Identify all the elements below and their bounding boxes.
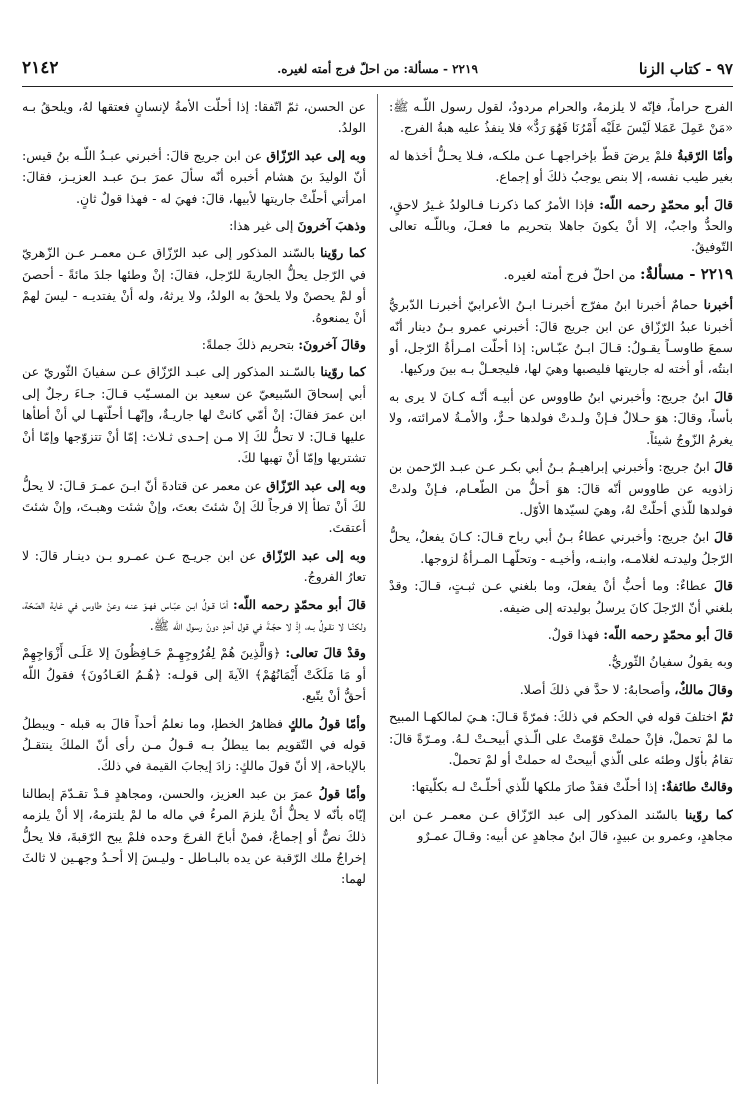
paragraph-text: فهذا قولٌ.	[547, 626, 604, 642]
paragraph	[22, 334, 366, 355]
paragraph-text: عن معمر عن قتادةَ أنّ ابـنَ عمـرَ قـالَ: لا يحلُّ لكَ أنْ تطأ إلا فرجاً لكَ إنْ شئتَ بعتَ، وإنْ شئت وهبـتَ، وإنْ شئتَ أعتقتَ.	[22, 477, 366, 536]
paragraph-lead: وأمّا قولُ	[318, 785, 366, 801]
paragraph-text: ابنُ جريج: وأخبرني ابنُ طاووس عن أبيـه أنّـه كـانَ لا يرى به بأساً، وقالَ: هوَ حـلالٌ فـإنْ ولـدتْ فولدها حـرٌّ، والأمـةُ لامرائته، ولا يغرمُ الزّوجُ شيئاً.	[389, 388, 733, 447]
paragraph-text: من احلّ فرج أمته لغيره.	[503, 267, 640, 283]
paragraph-text: عن ابن جريـج عـن عمـرو بـن دينـار قالَ: لا تعارُ الفروجُ.	[22, 547, 366, 585]
paragraph-lead: وبه إلى عبد الرّزّاق	[266, 477, 366, 493]
paragraph-text: إلى غير هذا:	[229, 218, 298, 234]
paragraph-lead: أخبرنا	[703, 297, 733, 313]
paragraph-lead: قالَ	[713, 459, 733, 475]
paragraph-lead: كما روّينا	[320, 364, 366, 380]
paragraph-lead: قالَ أبو محمّدٍ رحمه اللّه:	[233, 596, 366, 612]
paragraph-text: عن الحسن، ثمّ اتّفقا: إذا أحلّت الأمةُ لإنسانٍ فعتقها لهُ، ويلحقُ بـه الولدُ.	[22, 99, 366, 136]
paragraph	[389, 96, 733, 139]
paragraph-text: الفرج حراماً، فإنّه لا يلزمهُ، والحرام مردودٌ، لقول رسول اللّـه ﷺ: «مَنْ عَمِلَ عَمَلا لَيْسَ عَلَيْه أَمْرُنَا فَهُوَ رَدٌّ» فلا ينفذُ عليه هبةُ الفرج.	[389, 99, 733, 136]
paragraph-lead: قالَ أبو محمّدٍ رحمه اللّه:	[599, 196, 733, 212]
paragraph-lead: وبه إلى عبد الرّزّاق	[266, 147, 366, 163]
paragraph-text: إذا أحلّتْ فقدْ صارَ ملكها للّذي أحلّـتْ لـه بكلّيتها:	[411, 779, 662, 795]
paragraph-text: وأصحابهُ: لا حدَّ في ذلكَ أصلا.	[519, 681, 675, 697]
paragraph	[22, 594, 366, 637]
paragraph-lead: وقالتْ طائفةٌ:	[661, 779, 733, 795]
paragraph-text: حمامٌ أخبرنا ابنُ مفرّج أخبرنـا ابـنُ الأعرابيّ أخبرنـا الدّبريُّ أخبرنا عبدُ الرّزّاق عن ابن جريج قالَ: أخبرني عمرو بـنُ دينار أنّه سمعَ طاوسـاً يقـولُ: قـالَ ابـنُ عبّـاس: إذا أحلّت امـرأةُ الرّجل، أو ابنتُه، أو أخته له جاريتها فليصبها وهيَ لها، فليجعـلْ بـه بينَ وركيها.	[389, 297, 733, 377]
paragraph	[389, 624, 733, 645]
paragraph-lead: كما روّينا	[684, 806, 733, 822]
paragraph-text: وبه يقولُ سفيانُ الثّوريُّ.	[607, 654, 733, 670]
header-rule	[22, 86, 733, 87]
paragraph-text: عن ابن جريج قالَ: أخبرني عبـدُ اللّـه بنُ قيس: أنّ الوليدَ بنَ هشام أخبره أنّه سألَ عمرَ بـنَ عبـد العزيـز، فقالَ: امرأتي أحلّتْ جاريتها لأبيها، قالَ: فهيَ له - فهذا قولٌ ثانٍ.	[22, 147, 366, 206]
paragraph-text: بالسّند المذكور إلى عبد الرّزّاق عـن معمـر عـن ابن مجاهدٍ، وعمرو بن عبيدٍ، قالَ ابنُ مجاهدٍ عن أبيه: وقـالَ عمـرٌو	[389, 806, 733, 844]
paragraph	[389, 526, 733, 569]
paragraph-text: فلمْ يرضَ قطّ بإخراجهـا عـن ملكـه، فـلا يحـلُّ أخذها له بغير طيب نفسه، إلا بنص يوجبُ ذلكَ أو إجماع.	[389, 147, 733, 185]
paragraph-text: اختلفَ قوله في الحكم في ذلكَ: فمرّةً قـالَ: هـيَ لمالكهـا المبيح ما لمْ تحملْ، فإنْ حملتْ قوّمتْ على الّـذي أبيحـتْ لـهُ. ومـرّةً قالَ: تقامُ بأوّل وطئه على الّذي أبيحتْ له حملتْ أو لمْ تحملْ.	[389, 709, 733, 767]
running-header	[22, 58, 733, 84]
column-divider	[377, 94, 378, 1084]
paragraph-lead: ثمّ	[721, 709, 733, 725]
paragraph	[389, 804, 733, 847]
paragraph-lead: قالَ أبو محمّدٍ رحمه اللّه:	[603, 626, 733, 642]
paragraph-text: عطاءٌ: وما أحبُّ أنْ يفعلَ، وما بلغني عـن ثبـتٍ، قـالَ: وقدْ بلغني أنّ الرّجلَ كانَ يرسلُ بوليدته إلى ضيفه.	[389, 578, 733, 615]
paragraph	[22, 783, 366, 890]
running-title: ٢٢١٩ - مسألة: من احلّ فرج أمته لغيره.	[277, 62, 478, 76]
paragraph	[22, 361, 366, 468]
paragraph-text: ابنُ جريج: وأخبرني إبراهيـمُ بـنُ أبي بكـر عـن عبـد الرّحمن بن زاذويه عن طاووس أنّه قالَ: هوَ أحلُّ من الطّعـام، فـإنْ ولدتْ فولدها للّذي أحلّتْ لهُ، وهيَ لسيّدها الأوّل.	[389, 459, 733, 517]
paragraph	[22, 475, 366, 539]
paragraph-lead: وقالَ آخرونَ:	[298, 337, 366, 353]
paragraph-text: فظاهرُ الخطإ، وما نعلمُ أحداً قالَ به قبله - ويبطلُ قوله في التّقويم بما يبطلُ بـه قـولُ مـن رأى أنّ الملكَ ينتقـلُ بالإباحة، إلا أنّ قولَ مالكٍ: زادَ إيجابَ القيمة في ذلكَ.	[22, 715, 366, 774]
paragraph	[389, 651, 733, 672]
paragraph	[389, 386, 733, 450]
paragraph	[22, 215, 366, 236]
issue-heading	[389, 264, 733, 286]
right-column	[389, 96, 733, 1091]
paragraph-lead: قالَ	[713, 388, 733, 404]
paragraph-text: بالسّـند المذكور إلى عبـد الرّزّاق عـن سفيانَ الثّوريّ عن أبي إسحاقَ السّبيعيّ عن سعيد بن المسـيّب قـالَ: جـاءَ رجلٌ إلى ابن عمرَ فقالَ: إنْ أمّي كانتْ لها جاريـةٌ، وإنّهـا أحلّتهـا لي أنْ أطأها عليها قـالَ: لا تحلُّ لكَ إلا مـن إحـدى ثـلاث: إمّا أنْ تتزوّجها وإمّا أنْ تشتريها وإمّا أنْ تهبها لكَ.	[22, 364, 366, 466]
paragraph-lead: وبه إلى عبد الرّزّاق	[262, 547, 366, 563]
paragraph-lead: وقدْ قالَ تعالى:	[285, 645, 366, 661]
book-title: ٩٧ - كتاب الزنا	[638, 60, 733, 78]
paragraph	[22, 145, 366, 209]
paragraph	[389, 706, 733, 770]
paragraph	[22, 242, 366, 328]
paragraph-lead: قالَ	[713, 578, 733, 594]
paragraph	[389, 456, 733, 520]
paragraph-lead: وأمّا قولُ مالكٍ	[288, 715, 366, 731]
paragraph	[389, 294, 733, 380]
paragraph-lead: قالَ	[713, 529, 733, 545]
paragraph	[22, 642, 366, 706]
paragraph-lead: ٢٢١٩ - مسألةٌ:	[639, 264, 733, 283]
paragraph	[389, 194, 733, 258]
paragraph-text: بتحريم ذلكَ جملةً:	[201, 337, 299, 353]
paragraph-lead: وقالَ مالكٌ،	[674, 681, 733, 697]
paragraph	[22, 713, 366, 777]
paragraph	[389, 679, 733, 700]
paragraph	[22, 96, 366, 139]
paragraph-lead: وذهبَ آخرونَ	[297, 218, 366, 234]
paragraph-text: عمرَ بن عبد العزيز، والحسن، ومجاهدٍ قـدْ تقـدّمَ إبطالنا إيّاه بأنّه لا يحلُّ أنْ يلزمَ المرءُ في ماله ما لمْ يلتزمهُ، إلا أنْ يلزمه ذلكَ نصٌّ أو إجماعٌ، فمنْ أباحَ الفرجَ وحده فلمْ يبح الرّقبةَ، فلا يحلُّ إخراجُ ملك الرّقبة عن يده بالبـاطل - وليـسَ إلا أحـدُ وجهـين لا ثالثَ لهما:	[22, 785, 366, 887]
paragraph-text: ﴿وَالَّذِينَ هُمْ لِفُرُوجِهِـمْ حَـافِظُونَ إلا عَلَـى أَزْوَاجِهِمْ أو مَا مَلَكَتْ أَيْمَانُهُمْ﴾ الآيةَ إلى قولـه: ﴿هُـمُ العَـادُونَ﴾ فقولُ اللّه أحقُّ أنْ يتّبع.	[22, 645, 366, 704]
paragraph-lead: كما روّينا	[320, 245, 366, 261]
paragraph	[389, 776, 733, 797]
left-column	[22, 96, 366, 1091]
paragraph	[389, 145, 733, 188]
page-number: ٢١٤٢	[22, 58, 59, 78]
paragraph-text: ابنُ جريج: وأخبرني عطاءُ بـنُ أبي رباح قـالَ: كـانَ يفعلُ، يحلُّ الرّجلُ وليدتـه لغلامـه، وابنـه، وأخيـه - وتحلّهـا المـرأةُ لزوجها.	[389, 529, 733, 566]
paragraph	[389, 575, 733, 618]
paragraph	[22, 545, 366, 588]
paragraph-lead: وأمّا الرّقبةُ	[677, 147, 733, 163]
paragraph-text: بالسّند المذكور إلى عبد الرّزّاق عـن معمـر عـن الزّهريّ في الرّجل يحلُّ الجاريةَ للرّجل، فقالَ: إنْ وطئها جلدَ مائةً - أحصنَ أو لمْ يحصنْ ولا يلحقُ به الولدُ، ولا يرثهُ، وله أنْ يفتديـه - ليسَ لهمْ أنْ يمنعوهُ.	[22, 245, 366, 325]
paragraph-text: فإذا الأمرُ كما ذكرنـا فـالولدُ غـيرُ لاحقٍ، والحدُّ واجبٌ، إلا أنْ يكونَ جاهلا بتحريم ما فعـلَ، وباللّـه تعالى التّوفيقُ.	[389, 196, 733, 255]
paragraph-text: أمّا قـولُ ابـن عبّـاس فهـوَ عنـه وعنْ طاوس في غاية الصّحّة، ولكنّـا لا نقـولُ بـه، إذْ لا حجّـةَ في قول أحدٍ دونَ رسول اللّه ﷺ.	[22, 596, 366, 633]
